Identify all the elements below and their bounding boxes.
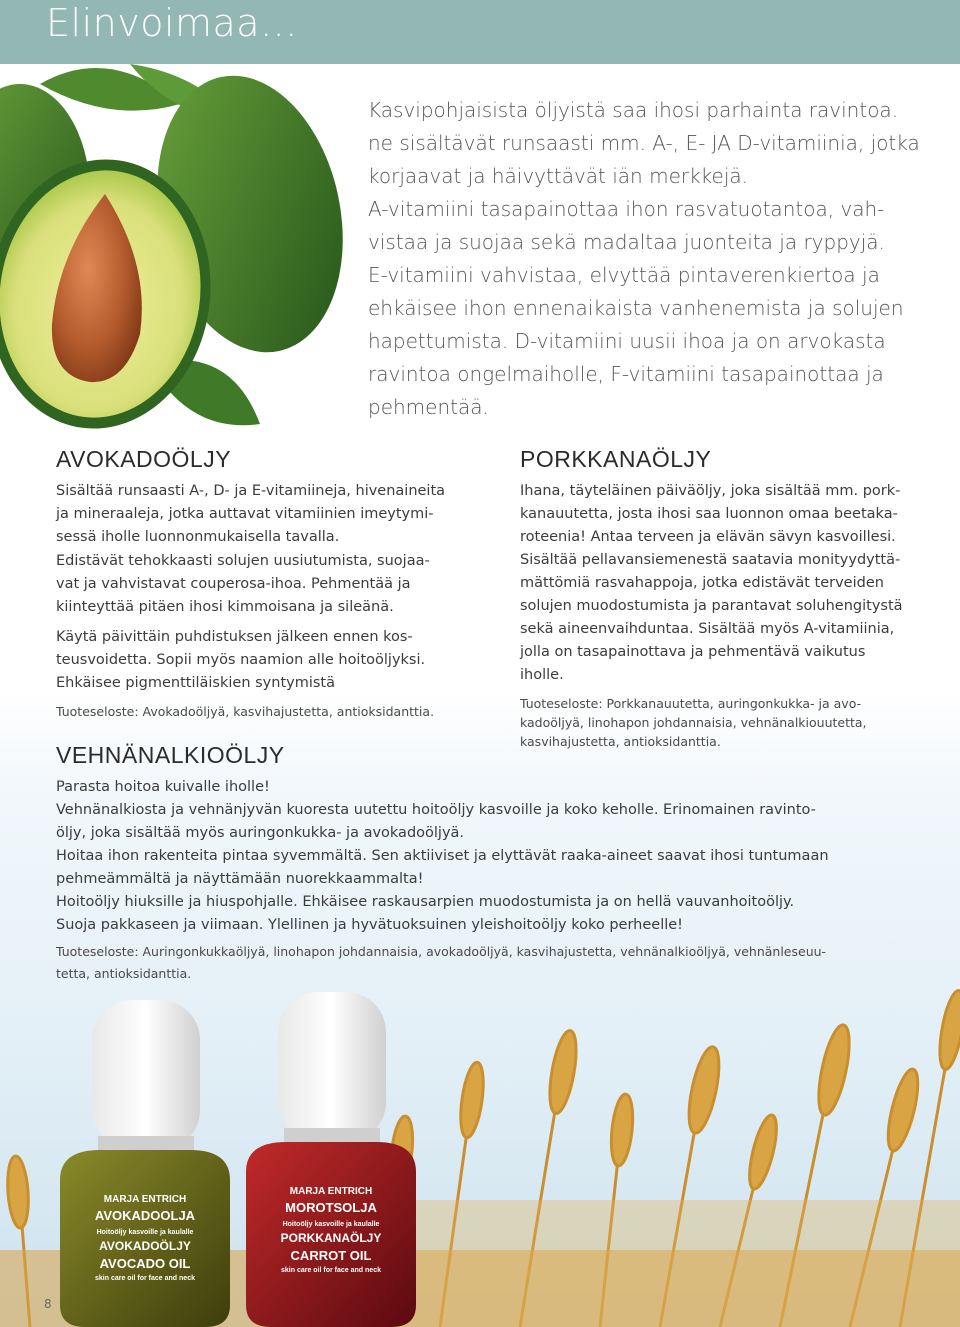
intro-line: E-vitamiini vahvistaa, elvyttää pintaverenkiertoa ja <box>368 263 880 287</box>
vehna-text <box>56 776 936 992</box>
intro-text <box>368 94 948 424</box>
vehna-tagline: Parasta hoitoa kuivalle iholle! <box>56 779 270 795</box>
page-title: Elinvoimaa... <box>46 1 298 45</box>
intro-line: vistaa ja suojaa sekä madaltaa juonteita ja ryppyjä. <box>368 230 885 254</box>
bottle-name: AVOKADOOLJA <box>94 1208 196 1223</box>
intro-line: ravintoa ongelmaiholle, F-vitamiini tasapainottaa ja <box>368 362 884 386</box>
page-number: 8 <box>44 1297 52 1311</box>
bottle-brand: MARJA ENTRICH <box>103 1194 187 1205</box>
bottle-name: PORKKANAÖLJY <box>280 1231 382 1245</box>
intro-line: A-vitamiini tasapainottaa ihon rasvatuotantoa, vah- <box>368 197 885 221</box>
bottle-name: AVOCADO OIL <box>99 1256 191 1271</box>
avokado-paragraph: Edistävät tehokkaasti solujen uusiutumista, suojaa- vat ja vahvistavat couperosa-ihoa. Pehmentää ja kiinteyttää pitäen ihosi kimmoisana ja sileänä. <box>56 553 430 615</box>
vehna-paragraph: Vehnänalkiosta ja vehnänjyvän kuoresta uutettu hoitoöljy kasvoille ja koko keholle. Erinomainen ravinto- öljy, joka sisältää myös auringonkukka- ja avokadoöljyä. Hoitaa ihon rakenteita pintaa syvemmältä. Sen aktiiviset ja elyttävät raaka-aineet saavat ihosi tuntumaan pehmeämmältä ja näyttämään nuorekkaammalta! Hoitoöljy hiuksille ja hiuspohjalle. Ehkäisee raskausarpien muodostumista ja on hellä vauvanhoitoöljy. Suoja pakkaseen ja viimaan. Ylellinen ja hyvätuoksuinen yleishoitoöljy koko perheelle! <box>56 802 829 933</box>
bottle-name: AVOKADOÖLJY <box>99 1239 191 1253</box>
porkkana-paragraph: Ihana, täyteläinen päiväöljy, joka sisältää mm. pork- kanauutetta, josta ihosi saa luonnon omaa beetaka- roteenia! Antaa terveen ja elävän sävyn kasvoillesi. Sisältää pellavansiemenestä saatavia monityydyttä- mättömiä rasvahappoja, jotka edistävät terveiden solujen muodostumista ja parantavat soluhengitystä sekä aineenvaihduntaa. Sisältää myös A-vitamiinia, jolla on tasapainottava ja pehmentävä vaikutus iholle. <box>520 483 903 683</box>
header-bar <box>0 0 960 64</box>
vehna-ingredients: Tuoteseloste: Auringonkukkaöljyä, linohapon johdannaisia, avokadoöljyä, kasvihajustetta, vehnänalkioöljyä, vehnänleseuu- tetta, antioksidanttia. <box>56 944 827 981</box>
avokado-ingredients: Tuoteseloste: Avokadoöljyä, kasvihajustetta, antioksidanttia. <box>56 704 435 719</box>
porkkana-text <box>520 480 940 758</box>
porkkana-title: PORKKANAÖLJY <box>520 446 712 472</box>
bottle-subtitle: skin care oil for face and neck <box>281 1267 381 1274</box>
bottle-subtitle: skin care oil for face and neck <box>95 1275 195 1282</box>
avokado-text <box>56 480 476 728</box>
bottle-brand: MARJA ENTRICH <box>289 1186 373 1197</box>
intro-line: ne sisältävät runsaasti mm. A-, E- JA D-vitamiinia, jotka <box>368 131 920 155</box>
avokado-paragraph: Käytä päivittäin puhdistuksen jälkeen ennen kos- teusvoidetta. Sopii myös naamion alle hoitoöljyksi. Ehkäisee pigmenttiläiskien syntymistä <box>56 629 426 691</box>
vehna-title: VEHNÄNALKIOÖLJY <box>56 742 285 768</box>
avokado-paragraph: Sisältää runsaasti A-, D- ja E-vitamiineja, hivenaineita ja mineraaleja, jotka auttavat vitamiinien imeytymi- sessä iholle luonnonmukaisella tavalla. <box>56 483 446 545</box>
intro-line: Kasvipohjaisista öljyistä saa ihosi parhainta ravintoa. <box>368 98 899 122</box>
bottle-name: CARROT OIL <box>290 1248 372 1263</box>
bottle-subtitle: Hoitoöljy kasvoille ja kaulalle <box>96 1229 194 1236</box>
intro-line: hapettumista. D-vitamiini uusii ihoa ja on arvokasta <box>368 329 886 353</box>
bottle-name: MOROTSOLJA <box>285 1200 377 1215</box>
intro-line: pehmentää. <box>368 395 489 419</box>
bottle-subtitle: Hoitoöljy kasvoille ja kaulalle <box>282 1221 380 1228</box>
intro-line: korjaavat ja häivyttävät iän merkkejä. <box>368 164 749 188</box>
intro-line: ehkäisee ihon ennenaikaista vanhenemista ja solujen <box>368 296 904 320</box>
avocado-image <box>0 64 360 434</box>
porkkana-ingredients: Tuoteseloste: Porkkanauutetta, auringonkukka- ja avo- kadoöljyä, linohapon johdannaisia, vehnänalkiouutetta, kasvihajustetta, antioksidanttia. <box>520 696 867 749</box>
avokado-title: AVOKADOÖLJY <box>56 446 232 472</box>
